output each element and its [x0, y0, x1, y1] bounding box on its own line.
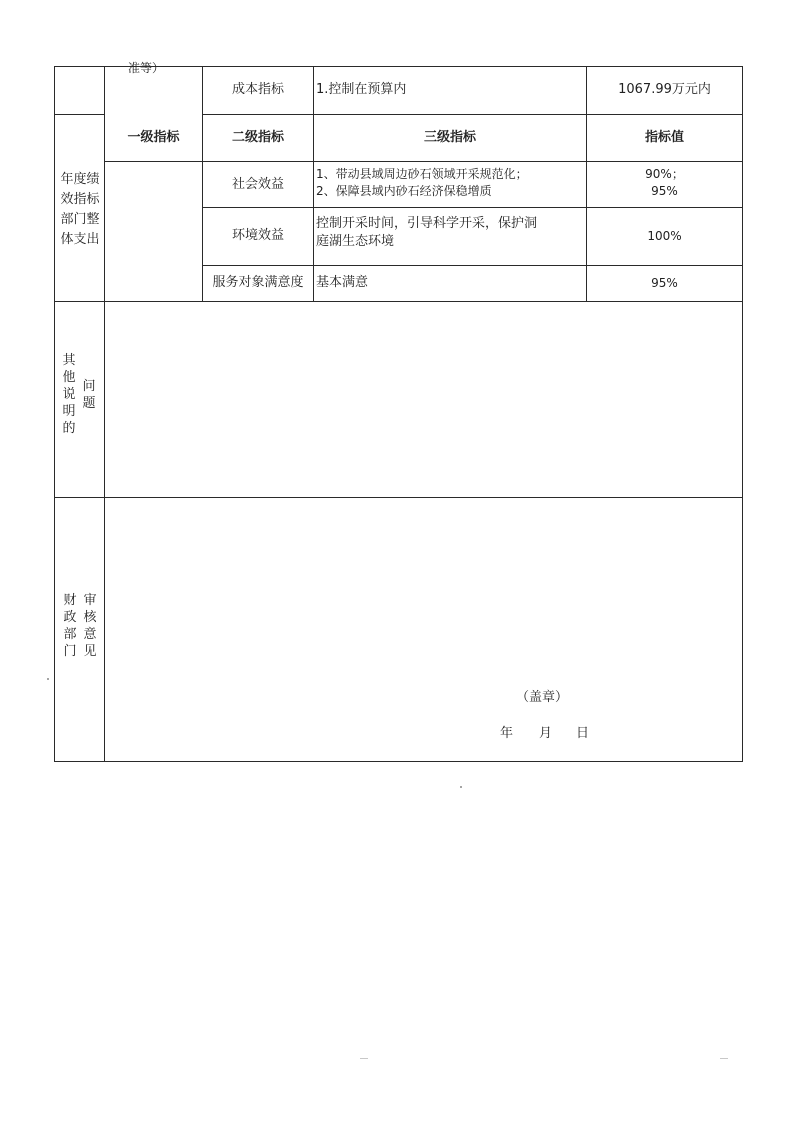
perf-section-bottom-line — [54, 301, 743, 302]
header-level2: 二级指标 — [231, 130, 284, 145]
row-env-level3-line2: 庭湖生态环境 — [316, 234, 395, 249]
row-social-level3-line1: 1、带动县域周边砂石领域开采规范化； — [316, 167, 528, 181]
row-env-level3-line1: 控制开采时间，引导科学开采，保护洞 — [316, 216, 538, 231]
budget-form-table — [54, 61, 743, 762]
scan-speck — [460, 786, 462, 788]
env-row-bottom-line — [202, 265, 743, 266]
row-social-level3-line2: 2、保障县域内砂石经济保稳增质 — [316, 184, 492, 198]
row-env-level2: 环境效益 — [231, 228, 284, 243]
finance-review-label-col1: 财政部门 — [63, 593, 77, 659]
cost-indicator-content: 1.控制在预算内 — [316, 82, 407, 97]
scan-smudge — [720, 1058, 728, 1059]
row-social-value-line1: 90%； — [645, 167, 684, 181]
scan-smudge — [360, 1058, 368, 1059]
table-right-border — [742, 66, 743, 762]
other-section-bottom-line — [54, 497, 743, 498]
cost-indicator-label: 成本指标 — [231, 82, 284, 97]
level2-column-divider — [313, 66, 314, 302]
finance-review-label-col2: 审核意见 — [83, 593, 97, 659]
row-env-value: 100% — [647, 229, 682, 243]
date-month: 月 — [539, 726, 553, 741]
header-level3: 三级指标 — [423, 130, 476, 145]
scan-speck — [47, 678, 49, 680]
date-day: 日 — [576, 726, 590, 741]
header-row-bottom-line — [104, 161, 743, 162]
table-bottom-border — [54, 761, 743, 762]
row-satisfaction-level3: 基本满意 — [316, 275, 369, 290]
row-satisfaction-level2: 服务对象满意度 — [212, 275, 304, 290]
performance-section-label: 年度绩效指标部门整体支出 — [60, 172, 100, 247]
label-column-divider — [104, 66, 105, 762]
other-issues-label-col1: 其他说明的 — [62, 353, 76, 436]
top-left-section-line — [54, 114, 104, 115]
table-left-border — [54, 66, 55, 762]
date-year: 年 — [500, 726, 514, 741]
row-social-level2: 社会效益 — [231, 177, 284, 192]
row-social-value-line2: 95% — [651, 184, 678, 198]
social-row-bottom-line — [202, 207, 743, 208]
header-value: 指标值 — [644, 130, 684, 145]
header-level1: 一级指标 — [127, 130, 180, 145]
cost-indicator-value: 1067.99万元内 — [618, 82, 711, 97]
stamp-text: （盖章） — [516, 690, 569, 705]
other-issues-label-col2: 问题 — [82, 379, 96, 411]
top-fragment-text: 准等） — [128, 61, 165, 75]
row-satisfaction-value: 95% — [651, 276, 678, 290]
cost-row-bottom-line — [202, 114, 743, 115]
